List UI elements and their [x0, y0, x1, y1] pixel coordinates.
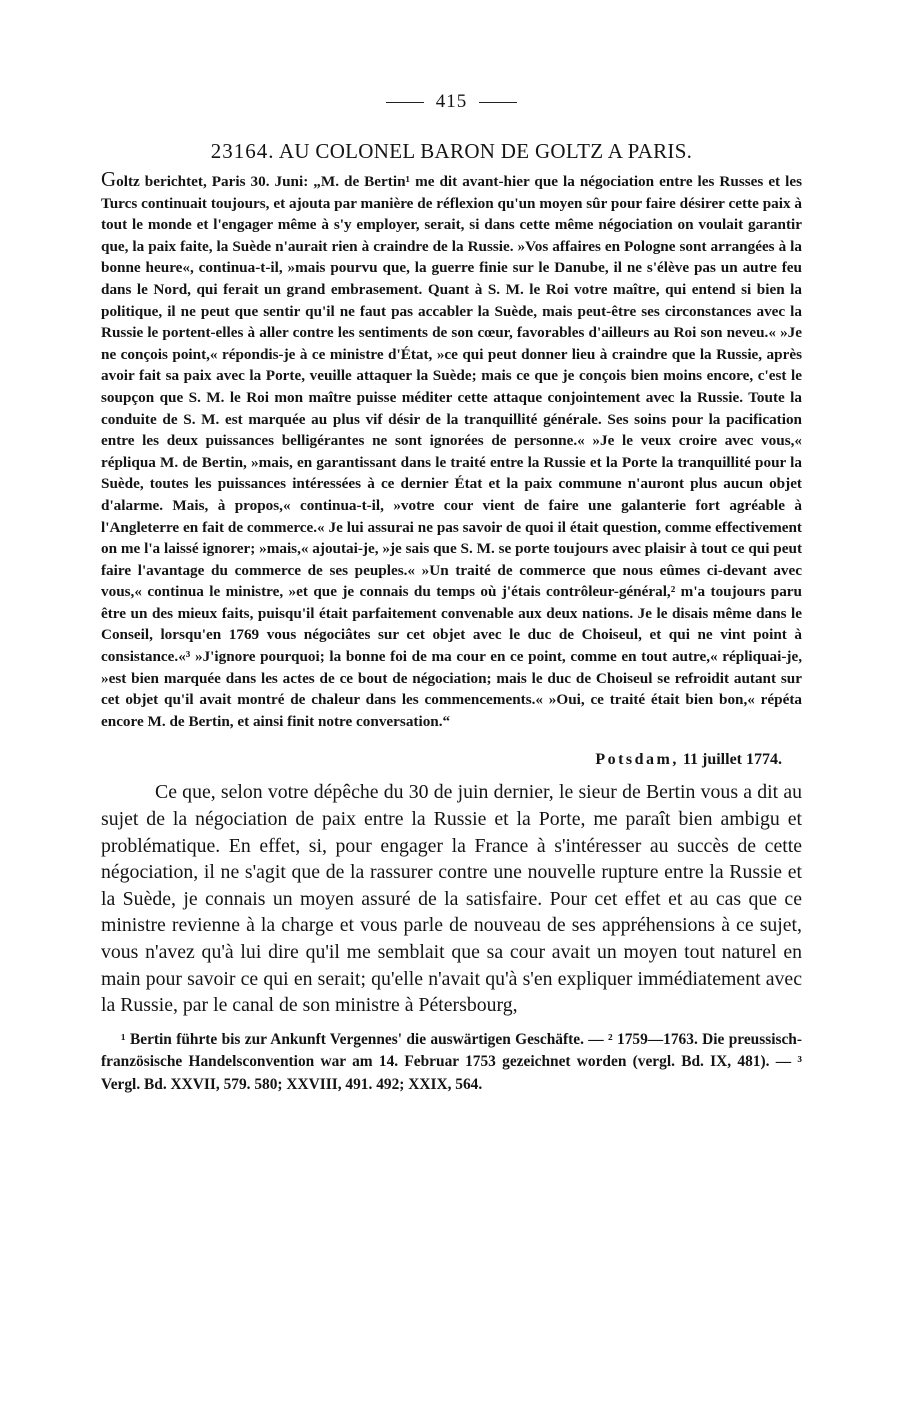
- page-number-rule-left: [386, 102, 424, 103]
- letter-paragraph: Ce que, selon votre dépêche du 30 de juin dernier, le sieur de Bertin vous a dit au sujet de la négociation de paix entre la Russie et la Porte, me paraît bien ambigu et problématique. En effet, si, pour engager la France à s'intéresser au succès de cette négociation, il ne s'agit que de la rassurer contre une nouvelle rupture entre la Russie et la Suède, je connais un moyen assuré de la satisfaire. Pour cet effet et au cas que ce ministre revienne à la charge et vous parle de nouveau de ses appréhensions à ce sujet, vous n'avez qu'à lui dire qu'il me semblait que sa cour avait un moyen tout naturel en main pour savoir ce qui en serait; qu'elle n'avait qu'à s'en expliquer immédiatement avec la Russie, par le canal de son ministre à Pétersbourg,: [101, 781, 802, 1017]
- report-paragraph: [101, 167, 802, 732]
- dateline-date: 11 juillet 1774.: [682, 751, 782, 769]
- page-number-value: 415: [435, 91, 468, 112]
- dateline-place: Potsdam,: [595, 751, 679, 769]
- page-number-rule-right: [479, 102, 517, 103]
- footnotes-text: ¹ Bertin führte bis zur Ankunft Vergennes' die auswärtigen Geschäfte. — ² 1759—1763. Die preussisch-französische Handelsconvention war am 14. Februar 1753 gezeichnet worden (vergl. Bd. IX, 481). — ³ Vergl. Bd. XXVII, 579. 580; XXVIII, 491. 492; XXIX, 564.: [101, 1030, 802, 1093]
- dateline: [101, 749, 802, 771]
- book-page: [101, 88, 802, 1096]
- embassy-report: [101, 167, 802, 732]
- letter-heading: [101, 137, 802, 165]
- footnotes: [101, 1029, 802, 1096]
- report-initial: G: [101, 167, 117, 191]
- page-number: [101, 88, 802, 116]
- report-text: oltz berichtet, Paris 30. Juni: „M. de Bertin¹ me dit avant-hier que la négociation entre les Russes et les Turcs continuait toujours, et ajouta par manière de réflexion qu'un moyen sûr pour faire désirer cette paix à tout le monde et l'engager même à s'y employer, serait, si dans cette même négociation on voulait garantir que, la paix faite, la Suède n'aurait rien à craindre de la Russie. »Vos affaires en Pologne sont arrangées à la bonne heure«, continua-t-il, »mais pourvu que, la guerre finie sur le Danube, il ne s'élève pas un autre feu dans le Nord, qui ferait un grand embrasement. Quant à S. M. le Roi votre maître, qui entend si bien la politique, il ne peut que sentir qu'il ne faut pas accabler la Suède, mais peut-être ses circonstances avec la Russie le portent-elles à aller contre les sentiments de son cœur, favorables d'ailleurs au Roi son neveu.« »Je ne conçois point,« répondis-je à ce ministre d'État, »ce qui peut donner lieu à craindre que la Russie, après avoir fait sa paix avec la Porte, veuille attaquer la Suède; mais ce que je conçois bien moins encore, c'est le soupçon que S. M. le Roi mon maître puisse méditer cette attaque conjointement avec la Russie. Toute la conduite de S. M. est marquée au plus vif désir de la tranquillité générale. Ses soins pour la pacification entre les deux puissances belligérantes ne sont ignorées de personne.« »Je le veux croire avec vous,« répliqua M. de Bertin, »mais, en garantissant dans le traité entre la Russie et la Porte la tranquillité pour la Suède, toutes les puissances intéressées à ce dernier État et la paix commune n'auront plus aucun objet d'alarme. Mais, à propos,« continua-t-il, »votre cour vient de faire une galanterie fort agréable à l'Angleterre en fait de commerce.« Je lui assurai ne pas savoir de quoi il était question, comme effectivement on me l'a laissé ignorer; »mais,« ajoutai-je, »je sais que S. M. se porte toujours avec plaisir à tout ce qui peut faire l'avantage du commerce de ses peuples.« »Un traité de commerce que nous eûmes ci-devant avec vous,« continua le ministre, »et que je connais du temps où j'étais contrôleur-général,² m'a toujours paru être un des mieux faits, puisqu'il était parfaitement convenable aux deux nations. Je le disais même dans le Conseil, lorsqu'en 1769 vous négociâtes sur cet objet avec le duc de Choiseul, et qui ne vint point à consistance.«³ »J'ignore pourquoi; la bonne foi de ma cour en ce point, comme en tout autre,« répliquai-je, »est bien marquée dans les actes de ce bout de négociation; mais le duc de Choiseul se refroidit autant sur cet objet qu'il avait montré de chaleur dans les commencements.« »Oui, ce traité était bien bon,« répéta encore M. de Bertin, et ainsi finit notre conversation.“: [101, 173, 802, 730]
- letter-title: AU COLONEL BARON DE GOLTZ A PARIS.: [278, 139, 693, 163]
- letter-number: 23164.: [210, 139, 275, 163]
- letter-body: [101, 779, 802, 1018]
